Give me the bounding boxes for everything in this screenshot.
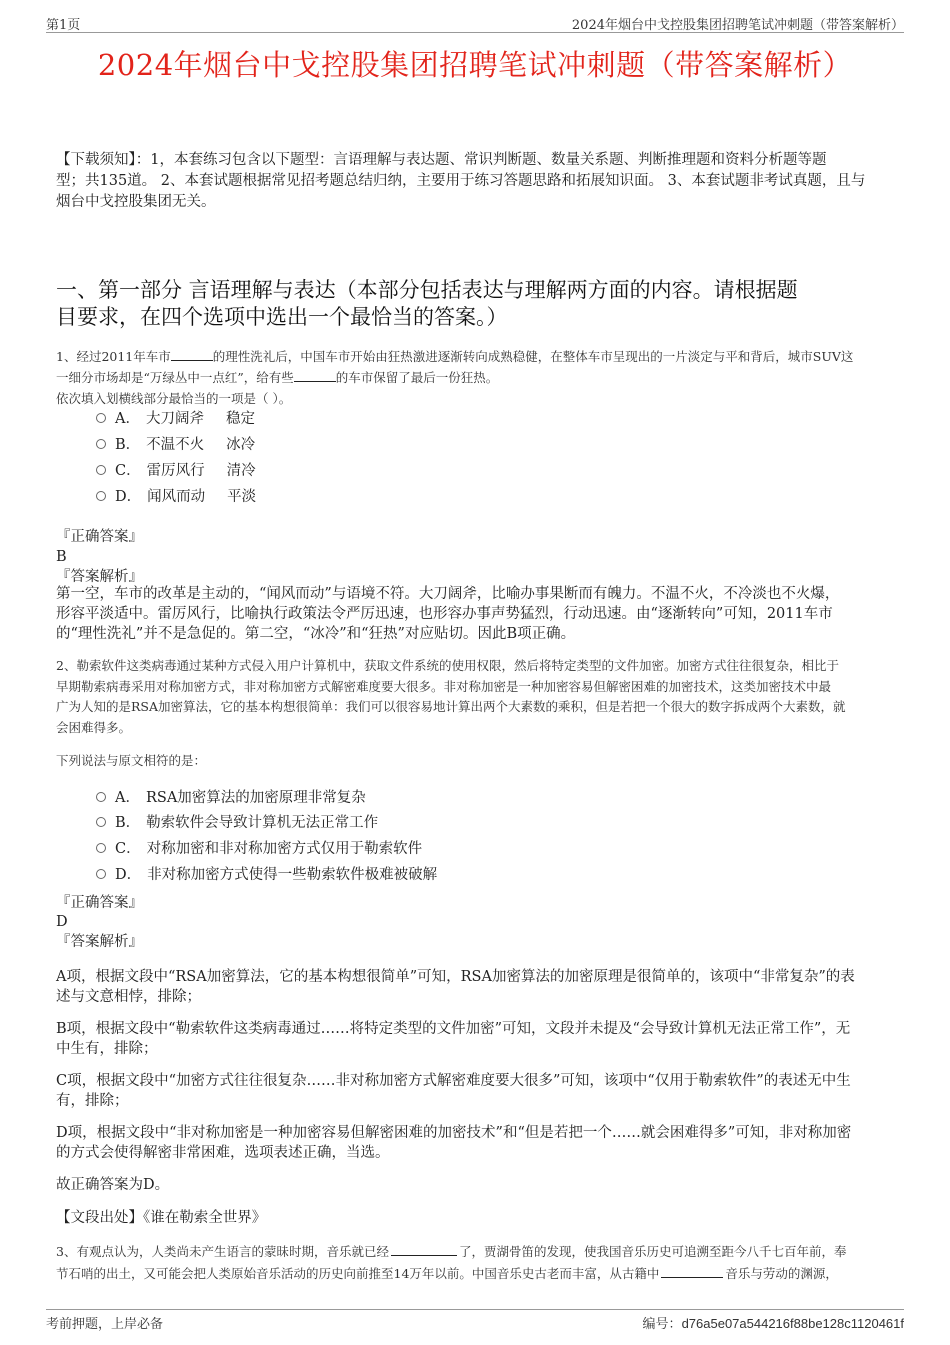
blank-line bbox=[661, 1265, 723, 1278]
q2-option-c[interactable]: C． 对称加密和非对称加密方式仅用于勒索软件 bbox=[96, 839, 422, 859]
q2-option-a[interactable]: A． RSA加密算法的加密原理非常复杂 bbox=[96, 788, 366, 808]
q3-line: 节石哨的出土，又可能会把人类原始音乐活动的历史向前推至14万年以前。中国音乐史古老而丰富，从古籍中 音乐与劳动的渊源， bbox=[56, 1266, 838, 1281]
header-doc-title: 2024年烟台中戈控股集团招聘笔试冲刺题（带答案解析） bbox=[571, 18, 904, 33]
notice-line: 型；共135道。 2、本套试题根据常见招考题总结归纳，主要用于练习答题思路和拓展知识面。 3、本套试题非考试真题，且与 bbox=[56, 173, 866, 189]
q2-analysis-a: A项，根据文段中“RSA加密算法，它的基本构想很简单”可知，RSA加密算法的加密原理是很简单的，该项中“非常复杂”的表 述与文意相悖，排除； bbox=[56, 969, 855, 1005]
header-divider bbox=[46, 32, 904, 33]
radio-icon[interactable] bbox=[96, 843, 106, 853]
page-number: 第1页 bbox=[46, 18, 81, 33]
q2-line: 广为人知的是RSA加密算法，它的基本构想很简单：我们可以很容易地计算出两个大素数的乘积，但是若把一个很大的数字拆成两个大素数，就 bbox=[56, 699, 846, 714]
footer-divider bbox=[46, 1309, 904, 1310]
q1-analysis-label: 『答案解析』 bbox=[56, 569, 143, 585]
blank-line bbox=[294, 369, 336, 382]
radio-icon[interactable] bbox=[96, 413, 106, 423]
q2-answer-label: 『正确答案』 bbox=[56, 895, 143, 911]
footer-slogan: 考前押题，上岸必备 bbox=[46, 1317, 164, 1332]
q1-answer: B bbox=[56, 549, 67, 565]
q2-line: 2、勒索软件这类病毒通过某种方式侵入用户计算机中，获取文件系统的使用权限，然后将特定类型的文件加密。加密方式往往很复杂，相比于 bbox=[56, 658, 839, 673]
question-1-stem bbox=[56, 346, 902, 409]
q2-prompt: 下列说法与原文相符的是： bbox=[56, 753, 207, 768]
q1-option-c[interactable]: C． 雷厉风行 清冷 bbox=[96, 461, 256, 481]
q1-option-d[interactable]: D． 闻风而动 平淡 bbox=[96, 487, 256, 507]
q1-answer-label: 『正确答案』 bbox=[56, 529, 143, 545]
q2-analysis-b: B项，根据文段中“勒索软件这类病毒通过……将特定类型的文件加密”可知，文段并未提及“会导致计算机无法正常工作”，无 中生有，排除； bbox=[56, 1021, 851, 1057]
q2-line: 会困难得多。 bbox=[56, 719, 132, 735]
radio-icon[interactable] bbox=[96, 869, 106, 879]
analysis-line: 的“理性洗礼”并不是急促的。第二空，“冰冷”和“狂热”对应贴切。因此B项正确。 bbox=[56, 626, 576, 642]
section-line: 一、第一部分 言语理解与表达（本部分包括表达与理解两方面的内容。请根据题 bbox=[56, 278, 798, 302]
blank-line bbox=[171, 348, 213, 361]
radio-icon[interactable] bbox=[96, 439, 106, 449]
q2-option-b[interactable]: B． 勒索软件会导致计算机无法正常工作 bbox=[96, 813, 378, 833]
q1-line: 1、经过2011年车市 的理性洗礼后，中国车市开始由狂热激进逐渐转向成熟稳健，在整体车市呈现出的一片淡定与平和背后，城市SUV这 bbox=[56, 349, 854, 364]
q1-line: 一细分市场却是“万绿丛中一点红”，给有些 的车市保留了最后一份狂热。 bbox=[56, 370, 499, 385]
q2-analysis-label: 『答案解析』 bbox=[56, 934, 143, 950]
q2-source: 【文段出处】《谁在勒索全世界》 bbox=[56, 1210, 267, 1226]
question-2-stem bbox=[56, 656, 902, 738]
radio-icon[interactable] bbox=[96, 465, 106, 475]
section-line: 目要求，在四个选项中选出一个最恰当的答案。） bbox=[56, 305, 508, 329]
question-3-stem bbox=[56, 1241, 902, 1285]
page-title: 2024年烟台中戈控股集团招聘笔试冲刺题（带答案解析） bbox=[97, 48, 853, 82]
q2-option-d[interactable]: D． 非对称加密方式使得一些勒索软件极难被破解 bbox=[96, 865, 437, 885]
section-heading bbox=[56, 277, 902, 331]
q1-analysis bbox=[56, 584, 898, 644]
q2-answer: D bbox=[56, 914, 68, 930]
radio-icon[interactable] bbox=[96, 491, 106, 501]
q1-line: 依次填入划横线部分最恰当的一项是（ ）。 bbox=[56, 391, 292, 406]
analysis-line: 第一空，车市的改革是主动的，“闻风而动”与语境不符。大刀阔斧，比喻办事果断而有魄力。不温不火，不冷淡也不火爆， bbox=[56, 586, 840, 602]
radio-icon[interactable] bbox=[96, 817, 106, 827]
q2-line: 早期勒索病毒采用对称加密方式，非对称加密方式解密难度要大很多。非对称加密是一种加密容易但解密困难的加密技术，这类加密技术中最 bbox=[56, 678, 832, 694]
blank-line bbox=[391, 1243, 457, 1256]
q1-option-b[interactable]: B． 不温不火 冰冷 bbox=[96, 435, 255, 455]
q2-analysis-d: D项，根据文段中“非对称加密是一种加密容易但解密困难的加密技术”和“但是若把一个……就会困难得多”可知，非对称加密 的方式会使得解密非常困难，选项表述正确，当选。 bbox=[56, 1125, 852, 1161]
q1-option-a[interactable]: A． 大刀阔斧 稳定 bbox=[96, 409, 255, 429]
radio-icon[interactable] bbox=[96, 792, 106, 802]
q3-line: 3、有观点认为，人类尚未产生语言的蒙昧时期，音乐就已经 了，贾湖骨笛的发现，使我国音乐历史可追溯至距今八千七百年前，奉 bbox=[56, 1244, 847, 1259]
q2-conclusion: 故正确答案为D。 bbox=[56, 1177, 170, 1193]
download-notice bbox=[56, 150, 902, 213]
analysis-line: 形容平淡适中。雷厉风行，比喻执行政策法令严厉迅速，也形容办事声势猛烈，行动迅速。由“逐渐转向”可知，2011车市 bbox=[56, 606, 833, 622]
notice-line: 烟台中戈控股集团无关。 bbox=[56, 194, 216, 210]
q2-analysis-c: C项，根据文段中“加密方式往往很复杂……非对称加密方式解密难度要大很多”可知，该项中“仅用于勒索软件”的表述无中生 有，排除； bbox=[56, 1073, 851, 1109]
footer-code: 编号：d76a5e07a544216f88be128c1120461f bbox=[642, 1316, 904, 1332]
notice-line: 【下载须知】：1，本套练习包含以下题型：言语理解与表达题、常识判断题、数量关系题、判断推理题和资料分析题等题 bbox=[56, 152, 827, 168]
